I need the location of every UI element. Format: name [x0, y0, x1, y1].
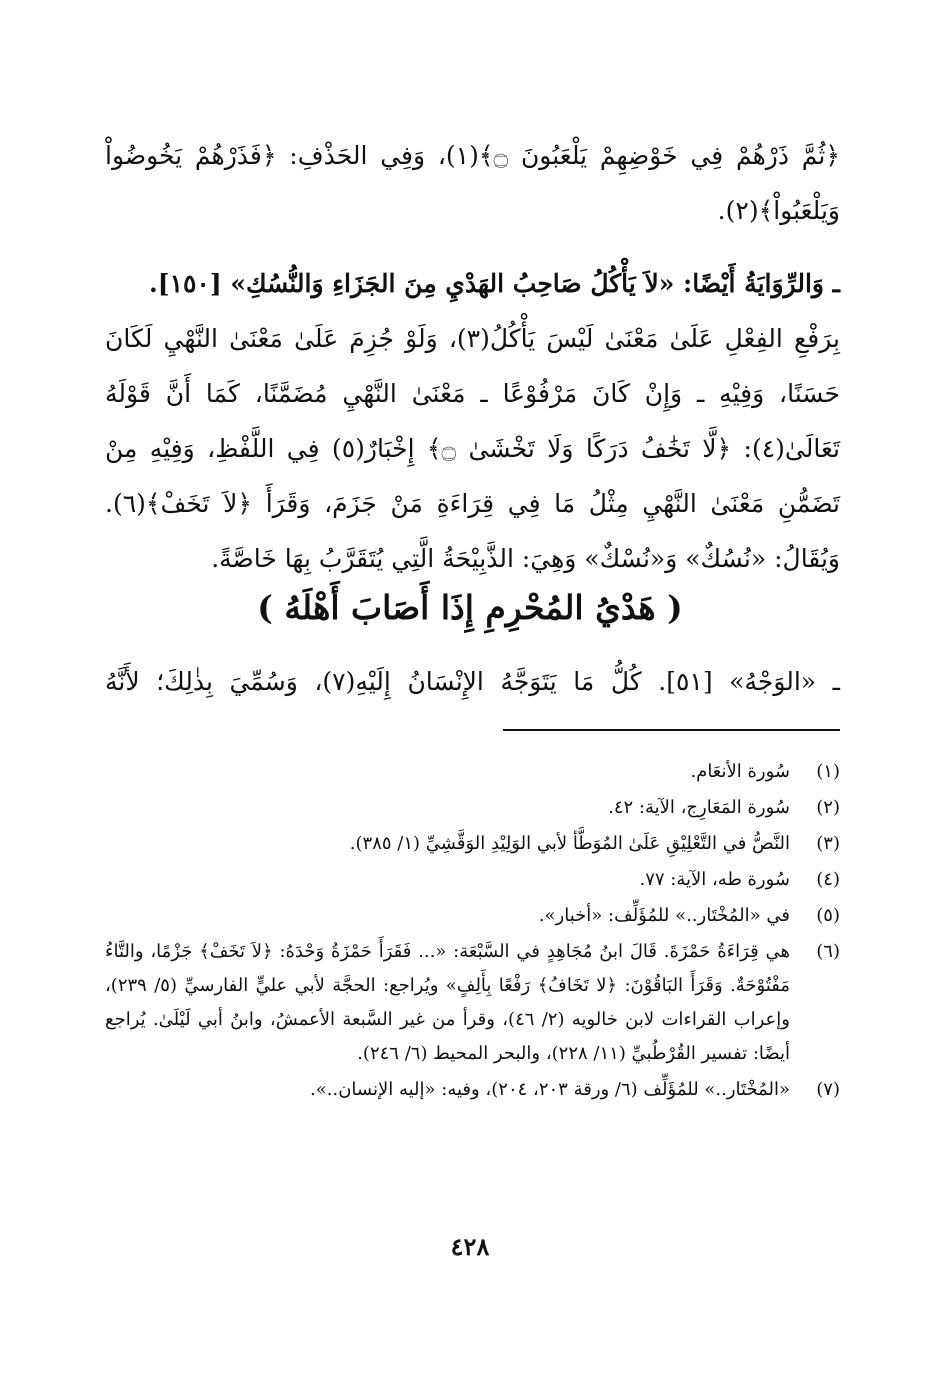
footnote-number: (١): [816, 761, 840, 782]
footnote-text: سُورة الأنعَام.: [690, 761, 790, 782]
footnote-number: (٢): [816, 797, 840, 818]
footnote-number: (٣): [816, 833, 840, 854]
footnote-separator: [503, 729, 840, 731]
footnotes: [105, 755, 840, 1109]
footnote-text: «المُخْتَار..» للمُؤَلِّف (٦/ ورقة ٢٠٣، ٢٠٤)، وفيه: «إليه الإنسان..».: [310, 1079, 790, 1100]
footnote-text: النَّصُّ في التَّعْلِيْقِ عَلَىٰ المُوَطَّأ لأبي الوَلِيْدِ الوَقَّشِيِّ (١/ ٣٨٥).: [349, 833, 790, 854]
footnote-item: [105, 791, 840, 825]
footnote-number: (٦): [816, 941, 840, 962]
footnote-number: (٧): [816, 1079, 840, 1100]
section-heading: ( هَدْيُ المُحْرِمِ إِذَا أَصَابَ أَهْلَهُ ): [257, 588, 683, 627]
footnote-number: (٥): [816, 905, 840, 926]
footnote-text: سُورة المَعَارِج، الآية: ٤٢.: [608, 797, 790, 818]
footnote-text: في «المُخْتَار..» للمُؤَلِّف: «أخبار».: [538, 905, 790, 926]
paragraph-riwaya-body: بِرَفْعِ الفِعْلِ عَلَىٰ مَعْنَىٰ لَيْسَ يَأْكُلُ(٣)، وَلَوْ جُزِمَ عَلَىٰ مَعْنَىٰ النَّهْيِ لَكَانَ حَسَنًا، وَفِيْهِ ـ وَإِنْ كَانَ مَرْفُوْعًا ـ مَعْنَىٰ النَّهْيِ مُضَمَّنًا، كَمَا أَنَّ قَوْلَهُ تَعَالَىٰ(٤): ﴿لَّا تَخَٰفُ دَرَكًا وَلَا تَخْشَىٰ ۝﴾ إِخْبَارٌ(٥) فِي اللَّفْظِ، وَفِيْهِ مِنْ تَضَمُّنِ مَعْنَىٰ النَّهْيِ مِثْلُ مَا فِي قِرَاءَةِ مَنْ جَزَمَ، وَقَرَأَ ﴿لاَ تَخَفْ﴾(٦). وَيُقَالُ: «نُسُكٌ» وَ«نُسْكٌ» وَهِيَ: الذَّبِيْحَةُ الَّتِي يُتَقَرَّبُ بِهَا خَاصَّةً.: [105, 324, 841, 573]
footnote-item: [105, 899, 840, 933]
footnote-text: سُورة طه، الآية: ٧٧.: [639, 869, 790, 890]
paragraph-quran-citation: ﴿ثُمَّ ذَرْهُمْ فِي خَوْضِهِمْ يَلْعَبُونَ ۝﴾(١)، وَفِي الحَذْفِ: ﴿فَذَرْهُمْ يَخُوضُواْ وَيَلْعَبُواْ﴾(٢).: [105, 141, 840, 225]
footnote-item: [105, 863, 840, 897]
footnote-item: [105, 935, 840, 1071]
footnote-item: [105, 1073, 840, 1107]
footnote-item: [105, 755, 840, 789]
page-number: ٤٢٨: [450, 1232, 490, 1261]
main-text: [105, 128, 840, 586]
footnote-item: [105, 827, 840, 861]
paragraph-wajh: ـ «الوَجْهُ» [٥١]. كُلُّ مَا يَتَوَجَّهُ الإِنْسَانُ إِلَيْهِ(٧)، وَسُمِّيَ بِذٰلِكَ؛ لأَنَّهُ: [105, 667, 840, 696]
footnote-text: هي قِرَاءَةُ حَمْزَةَ. قَالَ ابنُ مُجَاهِدٍ في السَّبْعَة: «... فَقَرَأَ حَمْزَةُ وَحْدَهُ: ﴿لاَ تَخَفْ﴾ جَزْمًا، والتَّاءُ مَفْتُوْحَةٌ. وَقَرَأَ البَاقُوْنَ: ﴿لا تَخَافُ﴾ رَفْعًا بِأَلِفٍ» ويُراجع: الحجَّة لأبي عليٍّ الفارسيِّ (٥/ ٢٣٩)، وإعراب القراءات لابن خالويه (٢/ ٤٦)، وقرأ من غير السَّبعة الأعمشُ، وابنُ أبي لَيْلَىٰ. يُراجع أيضًا: تفسير القُرْطُبيِّ (١١/ ٢٢٨)، والبحر المحيط (٦/ ٢٤٦).: [105, 941, 790, 1064]
paragraph-riwaya-lead: ـ وَالرِّوَايَةُ أَيْضًا: «لاَ يَأْكُلُ صَاحِبُ الهَدْيِ مِنَ الجَزَاءِ وَالنُّسُكِ» [١٥٠].: [149, 269, 840, 298]
footnote-number: (٤): [816, 869, 840, 890]
